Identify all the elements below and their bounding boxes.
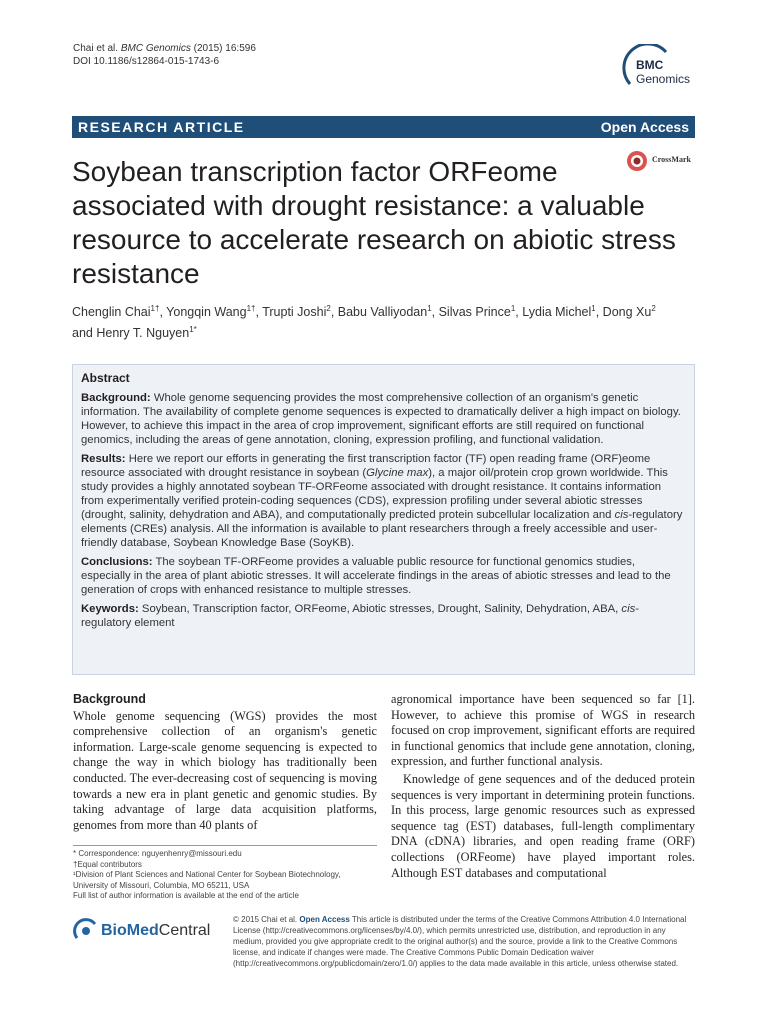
abstract-box: [72, 364, 695, 675]
citation-rest: (2015) 16:596: [193, 43, 256, 54]
body-column-right: [391, 692, 695, 881]
full-list-note: Full list of author information is available at the end of the article: [73, 891, 299, 900]
article-type-banner: [72, 116, 695, 138]
author[interactable]: Chenglin Chai: [72, 305, 151, 320]
title-line: Soybean transcription factor ORFeome: [72, 156, 558, 187]
abstract-results: Results: Here we report our efforts in generating the first transcription factor (TF) open reading frame (ORF)eome resource associated with drought resistance in soybean (Glycine max), a major oil/protein crop grown worldwide. This study provides a highly annotated soybean TF-ORFeome associated with drought resistance. It contains information from experimentally verified protein-coding sequences (CDS), expression profiling under several abiotic stresses (drought, salinity, dehydration and ABA), and computationally predicted protein subcellular localization and cis-regulatory elements (CREs) analysis. All the information is available to plant researchers through a freely accessible and user-friendly database, Soybean Knowledge Base (SoyKB).: [81, 453, 683, 549]
abstract-keywords: Keywords: Soybean, Transcription factor, ORFeome, Abiotic stresses, Drought, Salinity, Dehydration, ABA, cis-regulatory element: [81, 603, 639, 629]
author-list: Chenglin Chai$^{1\dagger}$, Yongqin Wang$^{1\dagger}$, Trupti Joshi$^2$, Babu Valliyodan$^1$, Silvas Prince$^1$, Lydia Michel$^1$, Dong Xu$^2$ and Henry T. Nguyen$^{1*}$: [72, 304, 656, 341]
crossmark-label: CrossMark: [652, 155, 691, 164]
author-affiliation: 2: [651, 304, 656, 313]
author[interactable]: Dong Xu: [602, 305, 652, 320]
author[interactable]: Henry T. Nguyen: [96, 326, 190, 341]
body-paragraph: agronomical importance have been sequenced so far [1]. However, to achieve this promise of WGS in research focused on crop improvement, significant efforts are required in functional genomics that include gene annotation, cloning, expression, and further functional analysis.: [391, 692, 695, 769]
author-affiliation: 1: [427, 304, 432, 313]
title-line: associated with drought resistance: a valuable: [72, 190, 645, 221]
affiliation-note: ¹Division of Plant Sciences and National Center for Soybean Biotechnology, University of Missouri, Columbia, MO 65211, USA: [73, 870, 341, 890]
bmc-logo-line2: Genomics: [636, 72, 691, 86]
author-affiliation: 1: [510, 304, 516, 313]
section-heading-background: Background: [73, 692, 146, 706]
author-affiliation: 2: [326, 304, 331, 313]
author-affiliation: 1†: [246, 304, 256, 313]
equal-contrib-note: †Equal contributors: [73, 859, 142, 869]
body-column-left: [73, 692, 377, 833]
title-line: resource to accelerate research on abiotic stress: [72, 224, 676, 255]
author[interactable]: Lydia Michel: [522, 305, 592, 320]
author[interactable]: Babu Valliyodan: [337, 305, 428, 320]
biomed-central-logo: [73, 918, 223, 948]
open-access-label: Open Access: [600, 119, 689, 135]
abstract-conclusions: Conclusions: The soybean TF-ORFeome provides a valuable public resource for functional genomics studies, especially in the area of plant abiotic stresses. It will accelerate findings in the areas of abiotic stresses and lead to the generation of crops with enhanced resistance to multiple stresses.: [81, 556, 671, 596]
correspondence-note[interactable]: * Correspondence: nguyenhenry@missouri.edu: [73, 849, 242, 858]
biomed-arc-icon: [73, 918, 99, 944]
biomed-logo-part1: BioMed: [101, 922, 159, 939]
author-affiliation: 1†: [150, 304, 160, 313]
author[interactable]: Silvas Prince: [438, 305, 511, 320]
citation-journal: BMC Genomics: [120, 43, 191, 54]
abstract-background: Background: Whole genome sequencing provides the most comprehensive collection of an organism's genetic information. The availability of complete genome sequences is expected to dramatically deliver a high impact on biology. However, to achieve this impact in the area of crop improvement, significant efforts are still required on functional genomics, including the areas of gene annotation, cloning, expression profiling, and functional validation.: [81, 392, 681, 446]
body-paragraph: Whole genome sequencing (WGS) provides the most comprehensive collection of an organism's genetic information. Large-scale genome sequencing is expected to change the way in which biology has traditionally been conducted. The ever-decreasing cost of sequencing is moving towards a new era in plant genetic and genomic studies. By taking advantage of large data acquisition platforms, genomes from more than 40 plants of: [73, 708, 377, 832]
author[interactable]: Trupti Joshi: [262, 305, 327, 320]
author-affiliation: 1*: [189, 325, 197, 335]
license-statement: © 2015 Chai et al. Open Access This article is distributed under the terms of the Creative Commons Attribution 4.0 International License (http://creativecommons.org/licenses/by/4.0/), which permits unrestricted use, distribution, and reproduction in any medium, provided you give appropriate credit to the original author(s) and the source, provide a link to the Creative Commons license, and indicate if changes were made. The Creative Commons Public Domain Dedication waiver (http://creativecommons.org/publicdomain/zero/1.0/) applies to the data made available in this article, unless otherwise stated.: [233, 915, 687, 968]
footnotes: [73, 845, 377, 902]
article-type: RESEARCH ARTICLE: [78, 119, 245, 135]
citation-header: [73, 42, 256, 68]
abstract-heading: Abstract: [81, 371, 130, 385]
bmc-logo-line1: BMC: [636, 58, 664, 72]
body-paragraph: Knowledge of gene sequences and of the deduced protein sequences is very important in determining protein functions. In this process, large genomic resources such as expressed sequence tag (EST) databases, full-length complimentary DNA (cDNA) libraries, and open reading frame (ORF) collections (ORFeome) have played important roles. Although EST databases and computational: [391, 771, 695, 880]
author[interactable]: Yongqin Wang: [166, 305, 247, 320]
doi: DOI 10.1186/s12864-015-1743-6: [73, 56, 220, 67]
bmc-genomics-logo: [622, 44, 702, 94]
author-affiliation: 1: [591, 304, 596, 313]
crossmark-badge[interactable]: [626, 150, 698, 170]
citation-authors: Chai et al.: [73, 43, 119, 54]
biomed-logo-part2: Central: [158, 922, 211, 939]
title-line: resistance: [72, 258, 200, 289]
